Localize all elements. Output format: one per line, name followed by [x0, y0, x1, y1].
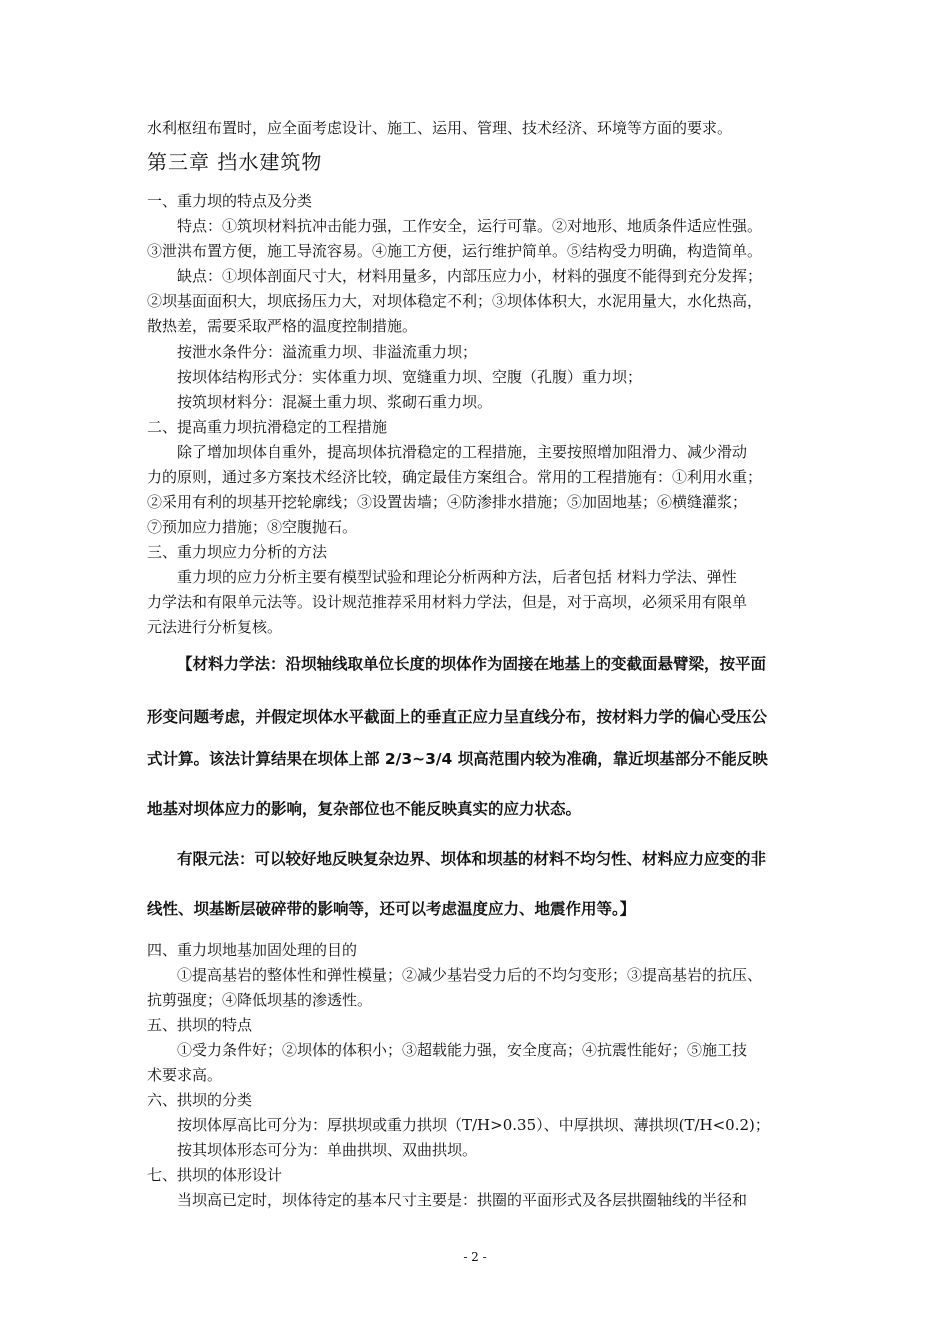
note-line: 式计算。该法计算结果在坝体上部 2/3~3/4 坝高范围内较为准确，靠近坝基部分不能反映: [147, 750, 768, 768]
paragraph-line: 当坝高已定时，坝体待定的基本尺寸主要是：拱圈的平面形式及各层拱圈轴线的半径和: [177, 1191, 748, 1209]
note-line: 【材料力学法：沿坝轴线取单位长度的坝体作为固接在地基上的变截面悬臂梁，按平面: [177, 655, 767, 673]
paragraph-line: 按坝体结构形式分：实体重力坝、宽缝重力坝、空腹（孔腹）重力坝；: [177, 368, 643, 386]
paragraph-line: ⑦预加应力措施；⑧空腹抛石。: [147, 518, 358, 536]
paragraph-line: 除了增加坝体自重外，提高坝体抗滑稳定的工程措施，主要按照增加阻滑力、减少滑动: [177, 443, 748, 461]
page-number: - 2 -: [463, 1250, 487, 1264]
paragraph-line: ②采用有利的坝基开挖轮廓线；③设置齿墙；④防渗排水措施；⑤加固地基；⑥横缝灌浆；: [147, 493, 748, 511]
section-7-heading: 七、拱坝的体形设计: [147, 1166, 283, 1184]
note-line: 地基对坝体应力的影响，复杂部位也不能反映真实的应力状态。: [147, 800, 582, 818]
paragraph-line: 抗剪强度；④降低坝基的渗透性。: [147, 991, 373, 1009]
section-5-heading: 五、拱坝的特点: [147, 1016, 253, 1034]
paragraph-line: 力的原则，通过多方案技术经济比较，确定最佳方案组合。常用的工程措施有：①利用水重；: [147, 468, 763, 486]
paragraph-line: 缺点：①坝体剖面尺寸大，材料用量多，内部压应力小，材料的强度不能得到充分发挥；: [177, 267, 763, 285]
paragraph-line: 按其坝体形态可分为：单曲拱坝、双曲拱坝。: [177, 1141, 478, 1159]
paragraph-line: 重力坝的应力分析主要有模型试验和理论分析两种方法，后者包括 材料力学法、弹性: [177, 568, 737, 586]
paragraph-line: 特点：①筑坝材料抗冲击能力强，工作安全，运行可靠。②对地形、地质条件适应性强。: [177, 217, 763, 235]
section-4-heading: 四、重力坝地基加固处理的目的: [147, 941, 358, 959]
section-2-heading: 二、提高重力坝抗滑稳定的工程措施: [147, 418, 388, 436]
note-line: 线性、坝基断层破碎带的影响等，还可以考虑温度应力、地震作用等。】: [147, 900, 636, 918]
paragraph-line: ①受力条件好；②坝体的体积小；③超载能力强，安全度高；④抗震性能好；⑤施工技: [177, 1041, 748, 1059]
paragraph-line: 按泄水条件分：溢流重力坝、非溢流重力坝；: [177, 343, 478, 361]
paragraph-line: 按坝体厚高比可分为：厚拱坝或重力拱坝（T/H>0.35）、中厚拱坝、薄拱坝(T/H<0.2)；: [177, 1116, 770, 1134]
section-3-heading: 三、重力坝应力分析的方法: [147, 543, 328, 561]
paragraph-line: 力学法和有限单元法等。设计规范推荐采用材料力学法，但是，对于高坝，必须采用有限单: [147, 593, 748, 611]
note-line: 形变问题考虑，并假定坝体水平截面上的垂直正应力呈直线分布，按材料力学的偏心受压公: [147, 708, 768, 726]
paragraph-line: 散热差，需要采取严格的温度控制措施。: [147, 317, 418, 335]
paragraph-line: 按筑坝材料分：混凝土重力坝、浆砌石重力坝。: [177, 393, 493, 411]
section-6-heading: 六、拱坝的分类: [147, 1091, 253, 1109]
paragraph-line: ②坝基面面积大，坝底扬压力大，对坝体稳定不利；③坝体体积大，水泥用量大，水化热高，: [147, 292, 763, 310]
paragraph-line: ③泄洪布置方便，施工导流容易。④施工方便，运行维护简单。⑤结构受力明确，构造简单。: [147, 242, 763, 260]
section-1-heading: 一、重力坝的特点及分类: [147, 192, 313, 210]
paragraph-line: 元法进行分析复核。: [147, 618, 283, 636]
paragraph-line: 术要求高。: [147, 1066, 223, 1084]
intro-line: 水利枢纽布置时，应全面考虑设计、施工、运用、管理、技术经济、环境等方面的要求。: [147, 119, 733, 137]
note-line: 有限元法：可以较好地反映复杂边界、坝体和坝基的材料不均匀性、材料应力应变的非: [177, 850, 767, 868]
chapter-title: 第三章 挡水建筑物: [147, 150, 323, 174]
paragraph-line: ①提高基岩的整体性和弹性模量；②减少基岩受力后的不均匀变形；③提高基岩的抗压、: [177, 966, 763, 984]
